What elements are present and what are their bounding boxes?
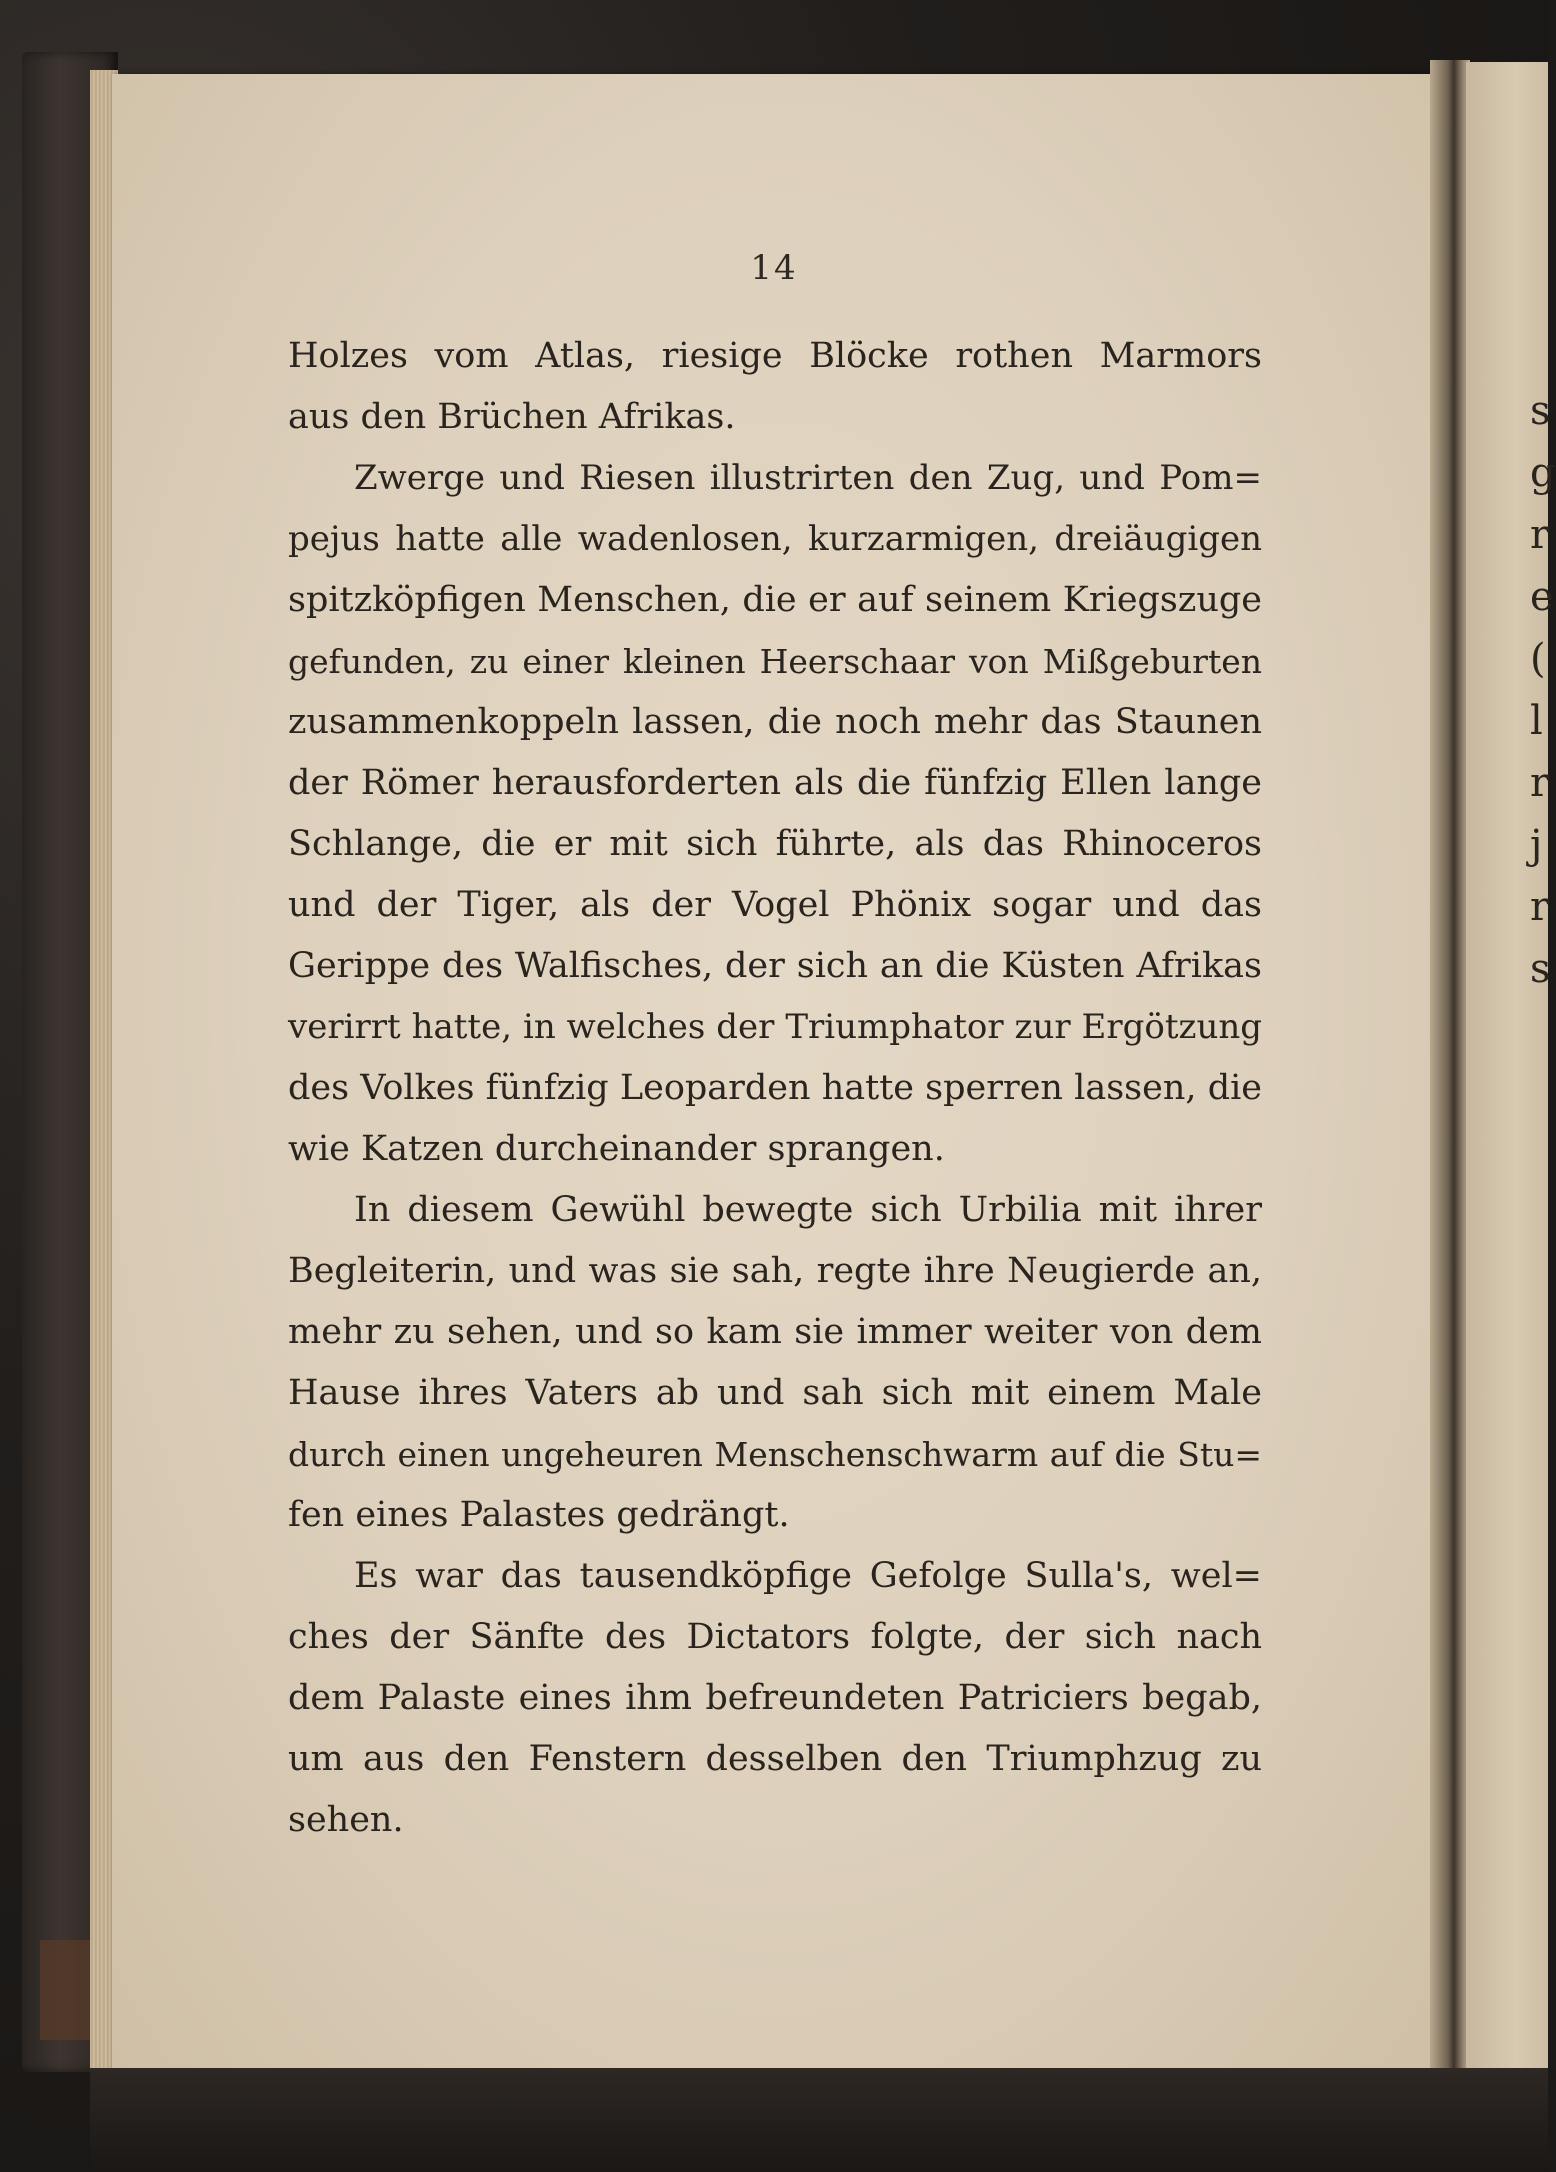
text-line: sehen. (288, 1800, 404, 1840)
text-line: und der Tiger, als der Vogel Phönix sogar und das (288, 885, 1262, 925)
text-line: fen eines Palastes gedrängt. (288, 1495, 790, 1535)
text-line: um aus den Fenstern desselben den Triumphzug zu (288, 1739, 1262, 1779)
facing-fragment: g (1530, 450, 1556, 496)
text-line: Es war das tausendköpfige Gefolge Sulla's, wel= (354, 1556, 1262, 1596)
text-line: Zwerge und Riesen illustrirten den Zug, und Pom= (354, 458, 1262, 498)
text-line: der Römer herausforderten als die fünfzig Ellen lange (288, 763, 1262, 803)
facing-fragment: s (1530, 946, 1551, 992)
facing-fragment: ( (1530, 636, 1546, 682)
text-line: ches der Sänfte des Dictators folgte, der sich nach (288, 1617, 1262, 1657)
text-line: durch einen ungeheuren Menschenschwarm auf die Stu= (288, 1435, 1262, 1474)
text-line: mehr zu sehen, und so kam sie immer weiter von dem (288, 1312, 1262, 1352)
text-line: pejus hatte alle wadenlosen, kurzarmigen, dreiäugigen (288, 519, 1262, 559)
text-line: Begleiterin, und was sie sah, regte ihre Neugierde an, (288, 1251, 1262, 1291)
page-number: 14 (750, 248, 798, 288)
paragraph (288, 1546, 1262, 1851)
facing-fragment: r (1530, 760, 1550, 806)
text-line: verirrt hatte, in welches der Triumphator zur Ergötzung (288, 1007, 1262, 1047)
text-line: In diesem Gewühl bewegte sich Urbilia mit ihrer (354, 1190, 1262, 1230)
facing-fragment: e (1530, 574, 1554, 620)
text-line: Schlange, die er mit sich führte, als das Rhinoceros (288, 824, 1262, 864)
text-line: wie Katzen durcheinander sprangen. (288, 1129, 945, 1169)
paragraph (288, 326, 1262, 448)
text-line: dem Palaste eines ihm befreundeten Patriciers begab, (288, 1678, 1262, 1718)
text-line: des Volkes fünfzig Leoparden hatte sperren lassen, die (288, 1068, 1262, 1108)
facing-page (1466, 62, 1556, 2082)
text-line: gefunden, zu einer kleinen Heerschaar von Mißgeburten (288, 642, 1262, 681)
book-gutter (1430, 60, 1470, 2080)
facing-fragment: r (1530, 512, 1550, 558)
facing-fragment: r (1530, 884, 1550, 930)
paragraph (288, 1180, 1262, 1546)
text-line: zusammenkoppeln lassen, die noch mehr das Staunen (288, 702, 1262, 742)
facing-fragment: l (1530, 698, 1543, 744)
text-line: Holzes vom Atlas, riesige Blöcke rothen Marmors (288, 336, 1262, 376)
text-line: Hause ihres Vaters ab und sah sich mit einem Male (288, 1373, 1262, 1413)
text-line: spitzköpfigen Menschen, die er auf seinem Kriegszuge (288, 580, 1262, 620)
facing-page-text-fragments (1530, 380, 1556, 1000)
text-line: aus den Brüchen Afrikas. (288, 397, 736, 437)
text-line: Gerippe des Walfisches, der sich an die Küsten Afrikas (288, 946, 1262, 986)
page-body-text (288, 326, 1262, 1851)
book-bottom-edge (90, 2068, 1548, 2172)
paragraph (288, 448, 1262, 1180)
facing-fragment: j (1530, 822, 1543, 868)
facing-fragment: s (1530, 388, 1551, 434)
